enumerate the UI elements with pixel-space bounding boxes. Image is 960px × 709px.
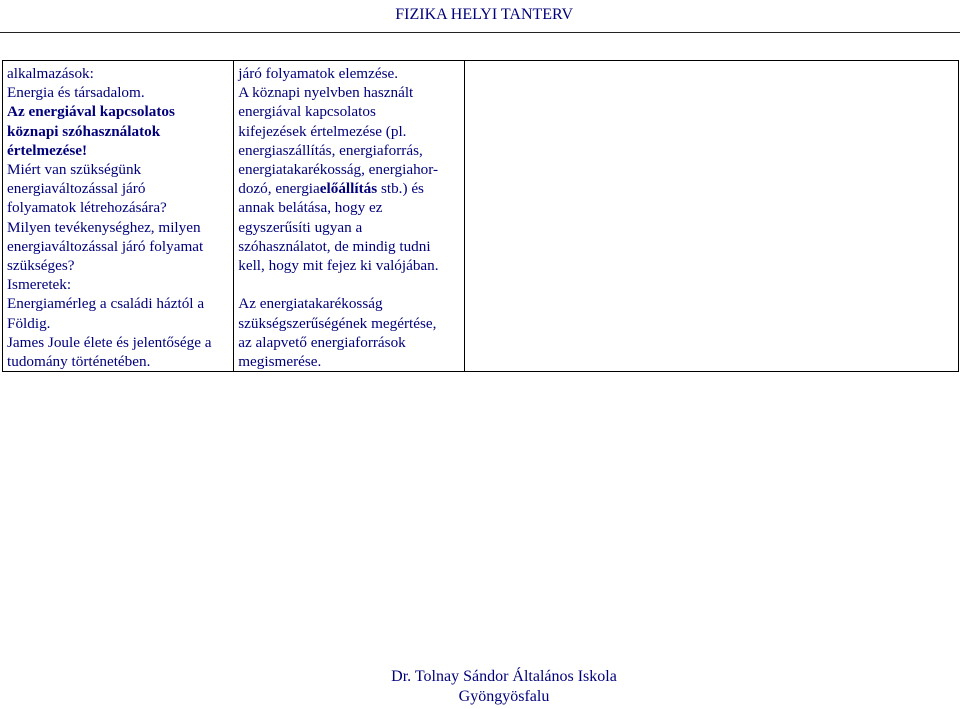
- cell-line: annak belátása, hogy ez: [238, 199, 383, 217]
- cell-text: stb.) és: [377, 180, 424, 198]
- cell-line: alkalmazások:: [7, 65, 94, 82]
- cell-line: Földig.: [7, 314, 51, 332]
- curriculum-table: [2, 60, 959, 372]
- cell-line: Milyen tevékenységhez, milyen: [7, 218, 201, 236]
- cell-line: járó folyamatok elemzése.: [238, 65, 399, 82]
- page-header: [0, 0, 960, 33]
- cell-line: Energiamérleg a családi háztól a: [7, 295, 205, 313]
- cell-line: Energia és társadalom.: [7, 84, 145, 102]
- page-header-title: FIZIKA HELYI TANTERV: [395, 6, 573, 23]
- cell-line: szükséges?: [7, 257, 75, 275]
- cell-line: az alapvető energiaforrások: [238, 333, 406, 351]
- cell-line: energiával kapcsolatos: [238, 103, 376, 121]
- cell-line-mixed: [238, 179, 460, 198]
- cell-line: tudomány történetében.: [7, 353, 151, 371]
- cell-line: energiaszállítás, energiaforrás,: [238, 141, 423, 159]
- cell-text: dozó, energia: [238, 180, 320, 198]
- cell-line-bold: értelmezése!: [7, 141, 88, 159]
- blank-line: [238, 275, 460, 294]
- cell-line: energiaváltozással járó folyamat: [7, 237, 204, 255]
- cell-line: A köznapi nyelvben használt: [238, 84, 414, 102]
- cell-line: kifejezések értelmezése (pl.: [238, 122, 407, 140]
- footer-school-name: Dr. Tolnay Sándor Általános Iskola: [391, 668, 617, 685]
- table-cell-topics: [3, 61, 234, 372]
- page-footer: [0, 667, 960, 707]
- cell-text-bold: előállítás: [319, 180, 378, 198]
- cell-line: megismerése.: [238, 353, 322, 371]
- table-cell-empty: [465, 61, 959, 372]
- cell-line-bold: Az energiával kapcsolatos: [7, 103, 175, 121]
- cell-line: egyszerűsíti ugyan a: [238, 218, 363, 236]
- cell-line: energiaváltozással járó: [7, 180, 146, 198]
- cell-line: Az energiatakarékosság: [238, 295, 383, 313]
- footer-town: Gyöngyösfalu: [458, 688, 550, 705]
- cell-line: James Joule élete és jelentősége a: [7, 333, 212, 351]
- cell-line: Miért van szükségünk: [7, 161, 142, 179]
- cell-line: Ismeretek:: [7, 276, 72, 294]
- cell-line: szükségszerűségének megértése,: [238, 314, 437, 332]
- cell-line-bold: köznapi szóhasználatok: [7, 122, 161, 140]
- table-row: [3, 61, 959, 372]
- cell-line: folyamatok létrehozására?: [7, 199, 167, 217]
- cell-line: szóhasználatot, de mindig tudni: [238, 237, 431, 255]
- cell-line: kell, hogy mit fejez ki valójában.: [238, 257, 439, 275]
- cell-line: energiatakarékosság, energiahor-: [238, 161, 439, 179]
- table-cell-activities: [234, 61, 465, 372]
